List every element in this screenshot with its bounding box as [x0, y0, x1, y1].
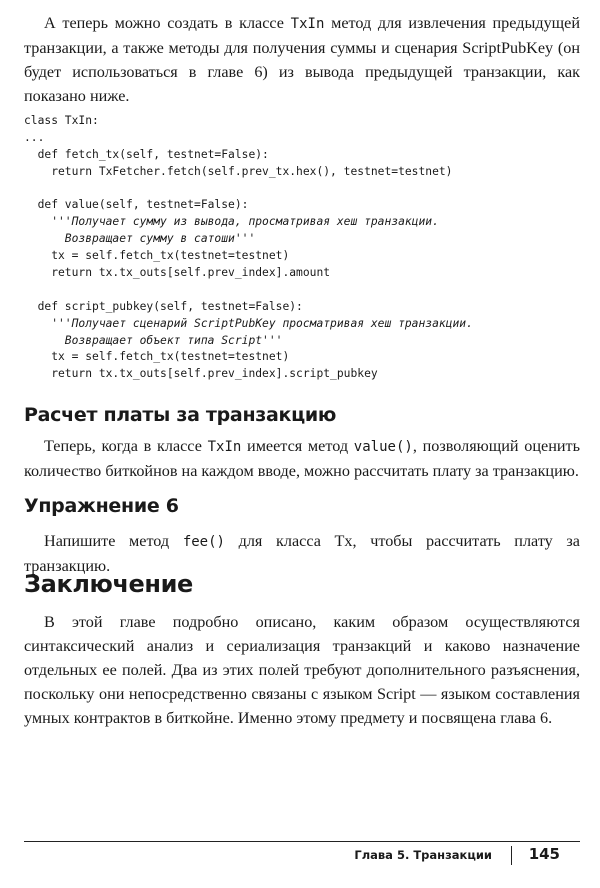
exercise-paragraph: Напишите метод fee() для класса Tx, чтобы рассчитать плату за транзакцию. — [24, 532, 580, 575]
footer-divider — [24, 841, 580, 842]
code-line: ... — [24, 130, 45, 144]
code-line: class TxIn: — [24, 114, 99, 127]
page-number: 145 — [528, 845, 560, 863]
inline-code-value: value() — [353, 439, 413, 455]
code-line: tx = self.fetch_tx(testnet=testnet) — [24, 350, 290, 364]
code-line — [24, 181, 473, 198]
conclusion-paragraph: В этой главе подробно описано, каким образом осуществляются синтаксический анализ и сериализация транзакций и каково назначение отдельных ее полей. Два из этих полей требуют дополнительного разъяснения, поскольку они непосредственно связаны с языком Script — языком составления умных контрактов в биткойне. Именно этому предмету и посвящена глава 6. — [24, 613, 580, 727]
intro-paragraph: А теперь можно создать в классе TxIn метод для извлечения предыдущей транзакции, а также методы для получения суммы и сценария ScriptPubKey (он будет использоваться в главе 6) из вывода предыдущей транзакции, как показано ниже. — [24, 14, 580, 105]
code-listing — [24, 113, 473, 383]
code-line: Возвращает объект типа Script''' — [24, 333, 283, 347]
code-line: '''Получает сумму из вывода, просматривая хеш транзакции. — [24, 215, 439, 229]
inline-code-fee: fee() — [182, 534, 225, 550]
footer-chapter-title: Глава 5. Транзакции — [354, 848, 492, 862]
inline-code-txin-2: TxIn — [207, 439, 242, 455]
code-line: def script_pubkey(self, testnet=False): — [24, 299, 303, 313]
code-line: return tx.tx_outs[self.prev_index].script_pubkey — [24, 367, 378, 381]
code-line: '''Получает сценарий ScriptPubKey просматривая хеш транзакции. — [24, 316, 473, 330]
code-line: def value(self, testnet=False): — [24, 198, 249, 212]
section-heading-conclusion: Заключение — [24, 570, 193, 598]
book-page — [24, 0, 580, 888]
code-line: return tx.tx_outs[self.prev_index].amount — [24, 266, 331, 280]
inline-code-txin: TxIn — [290, 16, 325, 32]
code-line: return TxFetcher.fetch(self.prev_tx.hex(), testnet=testnet) — [24, 164, 453, 178]
section-heading-fee: Расчет платы за транзакцию — [24, 404, 337, 426]
code-line: Возвращает сумму в сатоши''' — [24, 232, 256, 246]
fee-paragraph: Теперь, когда в классе TxIn имеется метод value(), позволяющий оценить количество биткойнов на каждом вводе, можно рассчитать плату за транзакцию. — [24, 437, 580, 480]
code-line — [24, 282, 473, 299]
code-line: def fetch_tx(self, testnet=False): — [24, 147, 269, 161]
footer-separator — [511, 846, 512, 865]
section-heading-exercise: Упражнение 6 — [24, 495, 179, 517]
code-line: tx = self.fetch_tx(testnet=testnet) — [24, 249, 290, 263]
